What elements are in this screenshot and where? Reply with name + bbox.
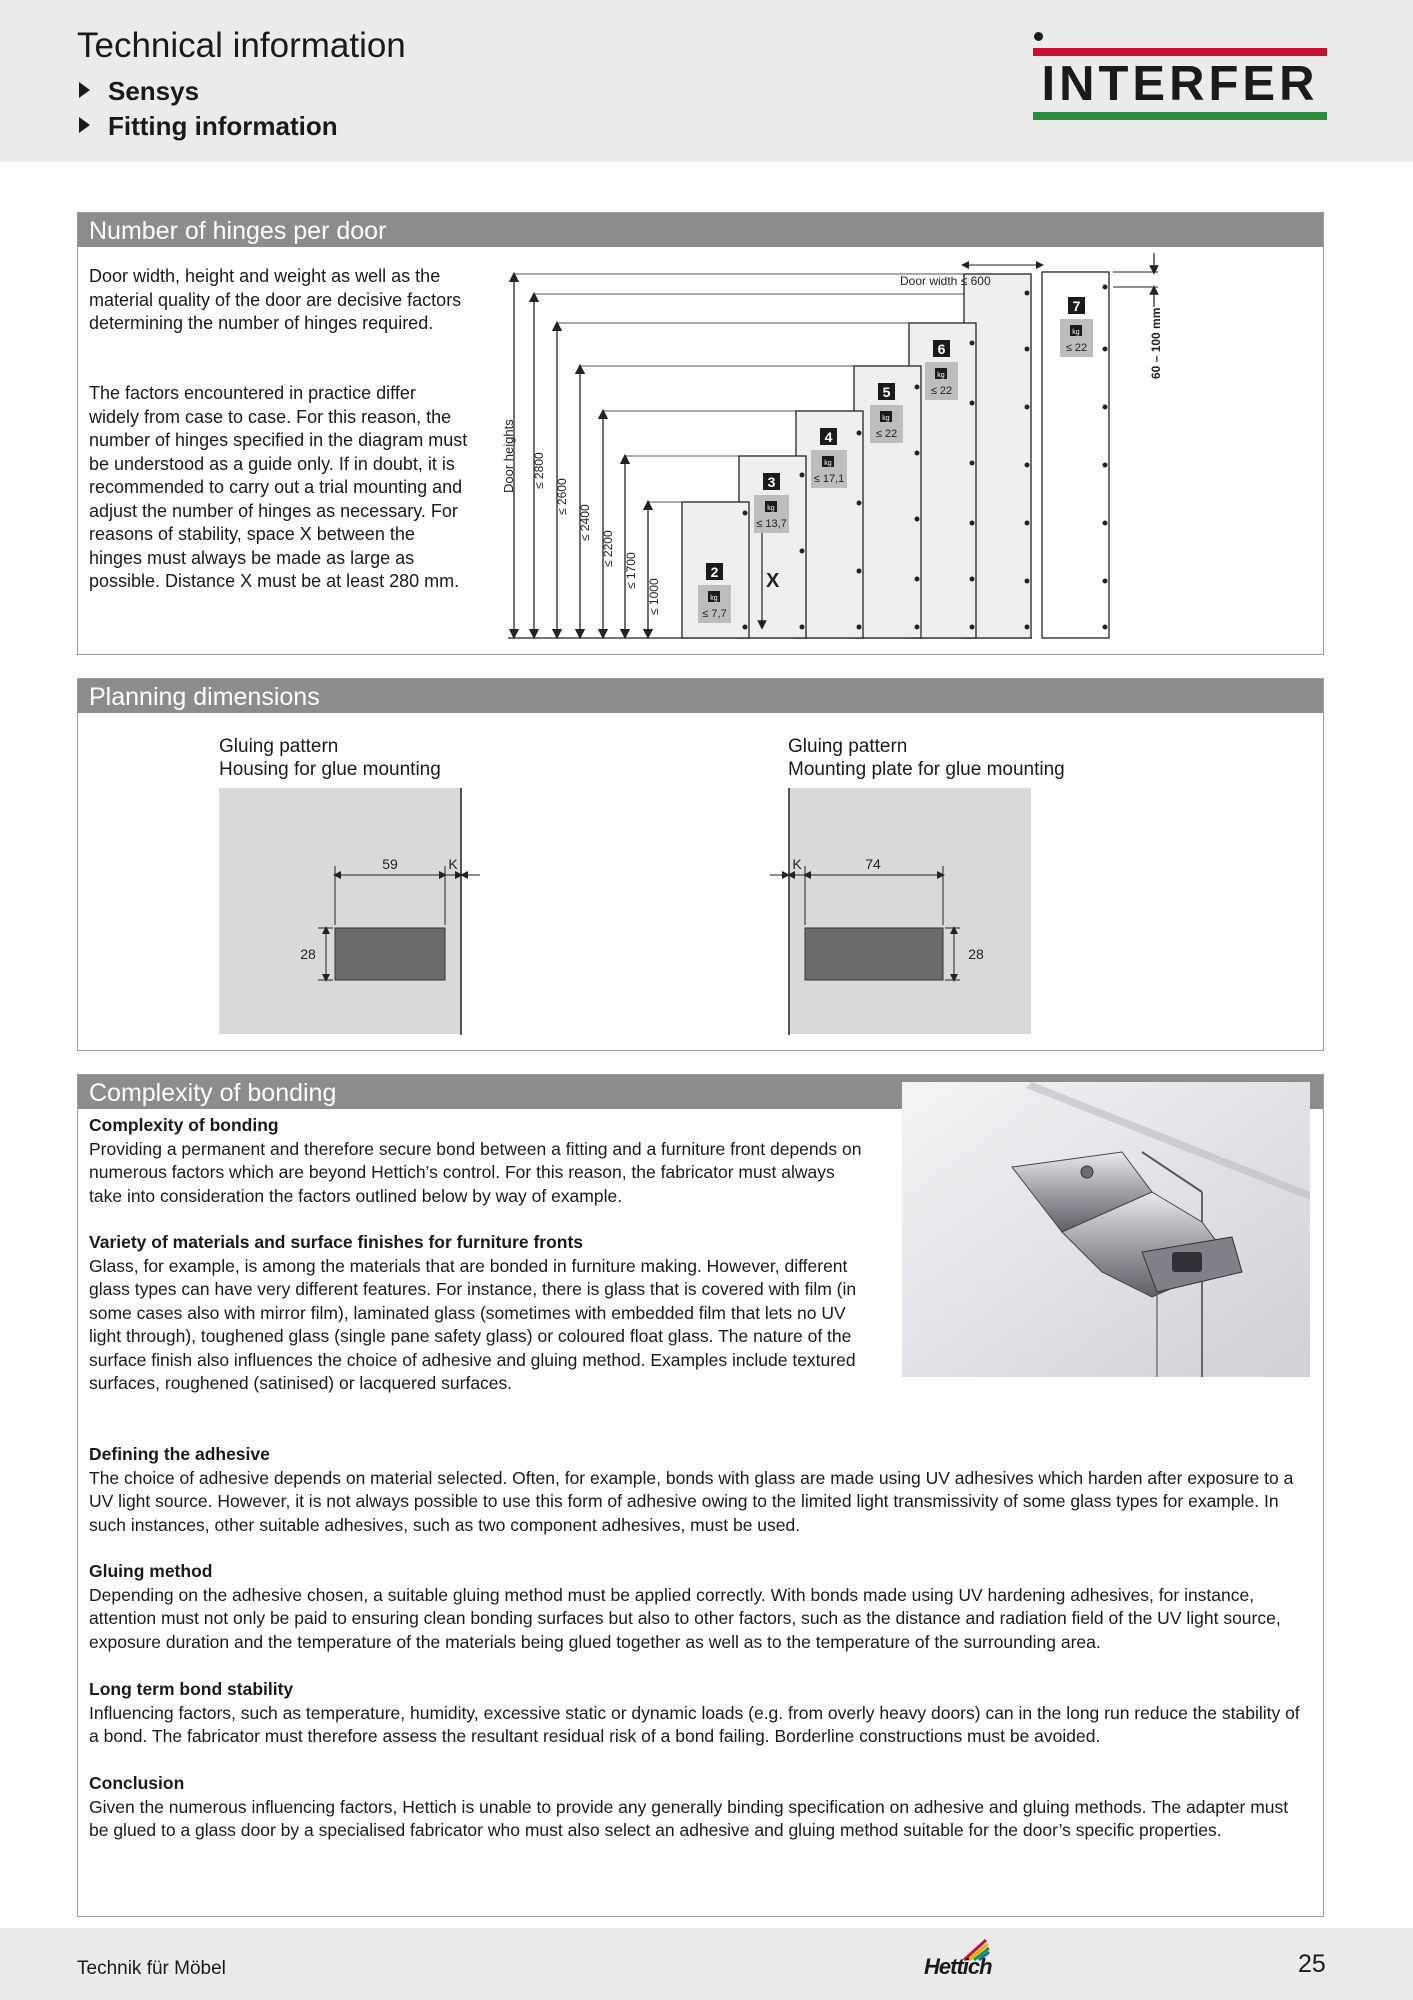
logo-green-stripe [1033, 112, 1327, 120]
gluing-pattern-right [770, 788, 1031, 1035]
block-heading: Long term bond stability [89, 1679, 294, 1699]
door-width-label: Door width ≤ 600 [900, 274, 991, 288]
page-number: 25 [1298, 1950, 1326, 1978]
block-text: Providing a permanent and therefore secure bond between a fitting and a furniture front depends on numerous factors which are beyond Hettich’s control. For this reason, the fabricator must always take into consideration the factors outlined below by way of example. [89, 1138, 862, 1206]
section-bonding [77, 1074, 1324, 1917]
hinge-count: 5 [882, 384, 891, 400]
gluing-pattern-left [219, 788, 480, 1035]
block-text: The choice of adhesive depends on material selected. Often, for example, bonds with glass are made using UV adhesives which harden after exposure to a UV light source. However, it is not always possible to use this form of adhesive owing to the limited light transmissivity of some glass types for example. In such instances, other suitable adhesives, such as two component adhesives, must be used. [89, 1467, 1294, 1535]
logo-red-stripe [1033, 48, 1327, 56]
block-heading: Conclusion [89, 1773, 185, 1793]
hinges-paragraph-1: Door width, height and weight as well as the material quality of the door are decisive factors determining the number of hinges required. [89, 266, 462, 333]
section-title: Number of hinges per door [78, 213, 1323, 247]
bonding-block-stability [89, 1678, 1309, 1749]
page-footer [0, 1928, 1413, 2000]
weight-label: ≤ 7,7 [702, 608, 727, 620]
bonding-block-materials [89, 1231, 869, 1396]
bonding-block-complexity [89, 1114, 869, 1208]
weight-unit: kg [824, 460, 832, 467]
bonding-block-conclusion [89, 1772, 1309, 1843]
weight-unit: kg [710, 595, 718, 602]
block-text: Glass, for example, is among the materials that are bonded in furniture making. However, different glass types can have very different features. For instance, there is glass that is covered with film (in some cases also with mirror film), laminated glass (sometimes with embedded film that lets no UV light through), toughened glass (single pane safety glass) or coloured float glass. The nature of the surface finish also influences the choice of adhesive and gluing method. Examples include textured surfaces, roughened (satinised) or lacquered surfaces. [89, 1255, 857, 1393]
weight-unit: kg [767, 505, 775, 512]
gluing-pattern-right-line1: Gluing pattern [788, 736, 908, 757]
footer-tagline: Technik für Möbel [77, 1958, 226, 1979]
weight-unit: kg [882, 415, 890, 422]
height-label: ≤ 1700 [624, 552, 638, 589]
weight-label: ≤ 22 [875, 428, 898, 440]
distance-x-label: X [766, 570, 780, 592]
height-label: ≤ 2600 [555, 478, 569, 515]
dimension-k: K [792, 856, 802, 872]
block-heading: Variety of materials and surface finishes for furniture fronts [89, 1232, 584, 1252]
hinge-count: 4 [824, 429, 833, 445]
gluing-pattern-left-line1: Gluing pattern [219, 736, 339, 757]
dimension-width: 74 [865, 856, 881, 872]
page-title: Technical information [77, 26, 406, 65]
hinge-count: 7 [1072, 298, 1081, 314]
caret-right-icon [79, 117, 90, 133]
hinges-paragraph-2: The factors encountered in practice differ widely from case to case. For this reason, the number of hinges specified in the diagram must be understood as a guide only. If in doubt, it is recommended to carry out a trial mounting and adjust the number of hinges as necessary. For reasons of stability, space X between the hinges must always be made as large as possible. Distance X must be at least 280 mm. [89, 383, 468, 591]
weight-label: ≤ 22 [930, 385, 953, 397]
height-label: ≤ 1000 [647, 578, 661, 615]
hinge-count: 3 [767, 474, 776, 490]
caret-right-icon [79, 82, 90, 98]
door-7-badge [1060, 297, 1093, 357]
breadcrumb-label: Fitting information [108, 111, 338, 141]
hinge-diagram [78, 213, 1323, 654]
block-text: Influencing factors, such as temperature, humidity, excessive static or dynamic loads (e.g. from overly heavy doors) can in the long run reduce the stability of a bond. The fabricator must therefore assess the resultant residual risk of a bond failing. Borderline constructions must be avoided. [89, 1702, 1300, 1746]
weight-label: ≤ 22 [1065, 342, 1088, 354]
interfer-logo [1033, 30, 1327, 120]
logo-dot [1034, 32, 1043, 41]
block-text: Depending on the adhesive chosen, a suitable gluing method must be applied correctly. With bonds made using UV hardening adhesives, for instance, attention must not only be paid to ensuring clean bonding surfaces but also to other factors, such as the distance and radiation field of the UV light source, exposure duration and the temperature of the materials being glued together as well as to the temperature of the surrounding area. [89, 1584, 1281, 1652]
weight-unit: kg [937, 372, 945, 379]
gluing-pattern-right-line2: Mounting plate for glue mounting [788, 759, 1065, 780]
section-title: Complexity of bonding [78, 1075, 1323, 1109]
offset-label: 60 – 100 mm [1149, 307, 1163, 379]
dimension-height: 28 [300, 946, 316, 962]
dimension-k: K [448, 856, 458, 872]
bonding-block-gluing-method [89, 1560, 1309, 1654]
door-heights-axis-label: Door heights [501, 419, 516, 493]
block-heading: Complexity of bonding [89, 1115, 279, 1135]
breadcrumb-item-sensys[interactable] [79, 76, 199, 107]
gluing-patterns [78, 679, 1323, 1050]
hinge-count: 2 [710, 564, 719, 580]
block-text: Given the numerous influencing factors, Hettich is unable to provide any generally binding specification on adhesive and gluing methods. The adapter must be glued to a glass door by a specialised fabricator who must also select an adhesive and gluing method suitable for the door’s specific properties. [89, 1796, 1289, 1840]
weight-label: ≤ 13,7 [756, 518, 787, 530]
height-label: ≤ 2200 [601, 530, 615, 567]
breadcrumb-label: Sensys [108, 76, 200, 106]
dimension-height: 28 [968, 946, 984, 962]
weight-unit: kg [1072, 329, 1080, 336]
page-header [0, 0, 1413, 162]
height-label: ≤ 2800 [532, 452, 546, 489]
bonding-block-adhesive [89, 1443, 1309, 1537]
door-7-hinge-dots [1103, 285, 1108, 630]
hinge-count: 6 [937, 341, 946, 357]
gluing-pattern-left-line2: Housing for glue mounting [219, 759, 441, 780]
breadcrumb-item-fitting-information[interactable] [79, 111, 338, 142]
block-heading: Gluing method [89, 1561, 213, 1581]
dimension-width: 59 [382, 856, 398, 872]
height-label: ≤ 2400 [578, 504, 592, 541]
hinge-product-photo [902, 1082, 1310, 1377]
weight-label: ≤ 17,1 [813, 473, 845, 485]
block-heading: Defining the adhesive [89, 1444, 270, 1464]
hettich-logo: Hettich [924, 1954, 992, 1979]
section-planning [77, 678, 1324, 1051]
logo-wordmark: INTERFER [1041, 57, 1319, 111]
section-title: Planning dimensions [78, 679, 1323, 713]
section-hinges [77, 212, 1324, 655]
